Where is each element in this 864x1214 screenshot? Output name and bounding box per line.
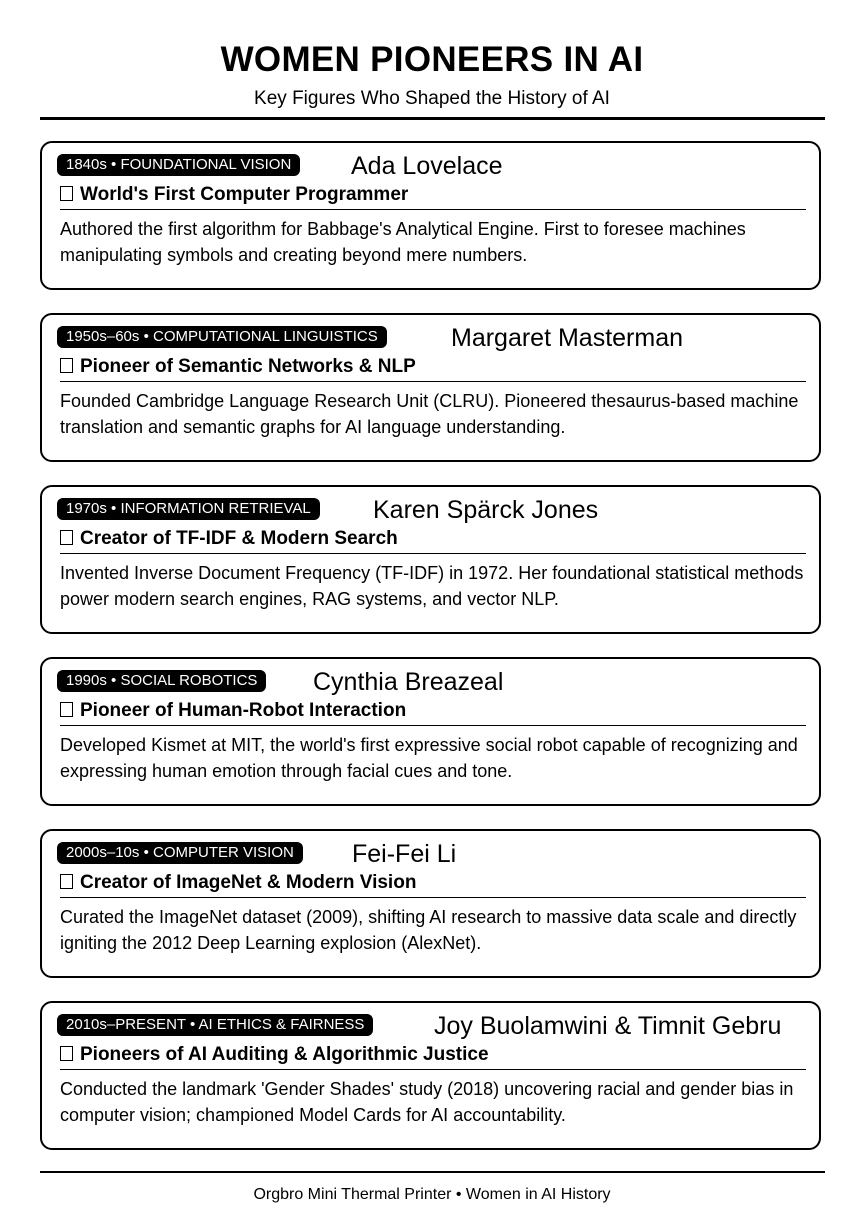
page-subtitle: Key Figures Who Shaped the History of AI bbox=[254, 88, 610, 109]
pioneer-card-karen-sparck-jones bbox=[40, 485, 821, 634]
era-tag: 2000s–10s • COMPUTER VISION bbox=[57, 842, 303, 864]
pioneer-role bbox=[60, 700, 406, 722]
pioneer-card-fei-fei-li bbox=[40, 829, 821, 978]
pioneer-role bbox=[60, 1044, 489, 1066]
pioneer-card-margaret-masterman bbox=[40, 313, 821, 462]
pioneer-role bbox=[60, 184, 408, 206]
pioneer-name: Joy Buolamwini & Timnit Gebru bbox=[434, 1012, 782, 1040]
checkbox-icon bbox=[60, 1046, 73, 1061]
checkbox-icon bbox=[60, 702, 73, 717]
pioneer-name: Fei-Fei Li bbox=[352, 840, 457, 868]
page-footer: Orgbro Mini Thermal Printer • Women in AI History bbox=[253, 1186, 611, 1203]
checkbox-icon bbox=[60, 874, 73, 889]
pioneer-role-text: Pioneer of Human-Robot Interaction bbox=[80, 700, 407, 721]
pioneer-name: Cynthia Breazeal bbox=[313, 668, 504, 696]
era-tag: 1990s • SOCIAL ROBOTICS bbox=[57, 670, 266, 692]
pioneer-description: Conducted the landmark 'Gender Shades' study (2018) uncovering racial and gender bias in computer vision; championed Model Cards for AI accountability. bbox=[60, 1079, 794, 1125]
era-tag: 1970s • INFORMATION RETRIEVAL bbox=[57, 498, 320, 520]
pioneer-role-text: Pioneer of Semantic Networks & NLP bbox=[80, 356, 416, 377]
card-divider bbox=[60, 1069, 806, 1070]
pioneer-description: Authored the first algorithm for Babbage's Analytical Engine. First to foresee machines manipulating symbols and creating beyond mere numbers. bbox=[60, 219, 746, 265]
era-tag: 1840s • FOUNDATIONAL VISION bbox=[57, 154, 300, 176]
pioneer-description: Invented Inverse Document Frequency (TF-IDF) in 1972. Her foundational statistical methods power modern search engines, RAG systems, and vector NLP. bbox=[60, 563, 804, 609]
card-divider bbox=[60, 897, 806, 898]
pioneer-role-text: World's First Computer Programmer bbox=[80, 184, 409, 205]
era-tag: 1950s–60s • COMPUTATIONAL LINGUISTICS bbox=[57, 326, 387, 348]
card-divider bbox=[60, 381, 806, 382]
pioneer-name: Ada Lovelace bbox=[351, 152, 503, 180]
pioneer-description: Curated the ImageNet dataset (2009), shifting AI research to massive data scale and directly igniting the 2012 Deep Learning explosion (AlexNet). bbox=[60, 907, 797, 953]
checkbox-icon bbox=[60, 186, 73, 201]
header-divider bbox=[40, 117, 825, 120]
card-divider bbox=[60, 553, 806, 554]
card-divider bbox=[60, 209, 806, 210]
footer-divider bbox=[40, 1171, 825, 1173]
checkbox-icon bbox=[60, 530, 73, 545]
pioneer-description: Founded Cambridge Language Research Unit (CLRU). Pioneered thesaurus-based machine translation and semantic graphs for AI language understanding. bbox=[60, 391, 799, 437]
pioneer-role-text: Creator of ImageNet & Modern Vision bbox=[80, 872, 417, 893]
pioneer-role bbox=[60, 872, 416, 894]
card-divider bbox=[60, 725, 806, 726]
pioneer-card-cynthia-breazeal bbox=[40, 657, 821, 806]
pioneer-role-text: Pioneers of AI Auditing & Algorithmic Justice bbox=[80, 1044, 489, 1065]
pioneer-role-text: Creator of TF-IDF & Modern Search bbox=[80, 528, 398, 549]
pioneer-card-buolamwini-gebru bbox=[40, 1001, 821, 1150]
checkbox-icon bbox=[60, 358, 73, 373]
page-title: WOMEN PIONEERS IN AI bbox=[220, 40, 644, 79]
pioneer-role bbox=[60, 356, 416, 378]
pioneer-role bbox=[60, 528, 398, 550]
pioneer-name: Karen Spärck Jones bbox=[373, 496, 599, 524]
pioneer-card-ada-lovelace bbox=[40, 141, 821, 290]
pioneer-name: Margaret Masterman bbox=[451, 324, 684, 352]
era-tag: 2010s–PRESENT • AI ETHICS & FAIRNESS bbox=[57, 1014, 373, 1036]
pioneer-description: Developed Kismet at MIT, the world's first expressive social robot capable of recognizing and expressing human emotion through facial cues and tone. bbox=[60, 735, 798, 781]
